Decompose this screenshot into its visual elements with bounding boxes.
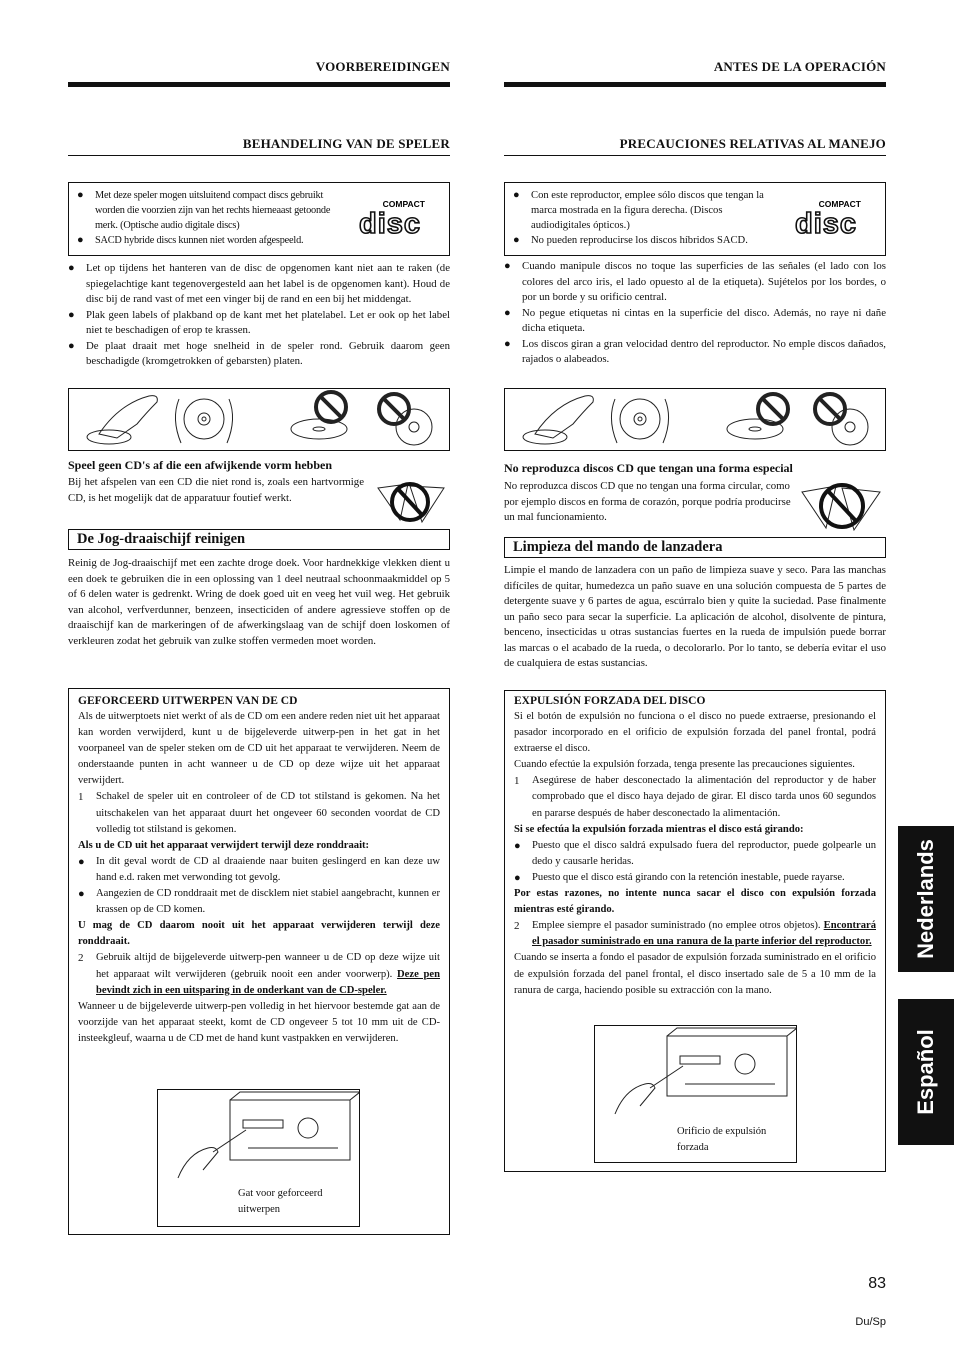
right-bullet: ● Los discos giran a gran velocidad dentro del reproductor. No emple discos dañados, rajados o alabeados. bbox=[504, 337, 886, 368]
left-warn-head: Als u de CD uit het apparaat verwijdert terwijl deze ronddraait: bbox=[78, 839, 370, 851]
left-subheader: BEHANDELING VAN DE SPELER bbox=[242, 136, 450, 151]
left-eject-final: Wanneer u de bijgeleverde uitwerp-pen volledig in het hiervoor bestemde gat aan de voorzijde van het apparaat steekt, komt de CD ongeveer 5 tot 10 mm uit de CD-insteekgleuf, waarna u de CD met de hand kunt vastpakken en verwijderen. bbox=[78, 1000, 440, 1044]
right-warn-bullet: ● Puesto que el disco saldrá expulsado fuera del reproductor, puede golpearle un dedo y causarle heridas. bbox=[514, 838, 876, 870]
left-eject-title: GEFORCEERD UITWERPEN VAN DE CD bbox=[78, 695, 298, 707]
logo-compact-text: COMPACT bbox=[382, 199, 425, 209]
left-header-rule bbox=[68, 82, 450, 87]
logo-disc-text: disc bbox=[359, 208, 422, 237]
right-step-1-number: 1 bbox=[514, 775, 520, 788]
right-shape-text: No reproduzca discos CD que no tengan una forma circular, como por ejemplo discos en forma de corazón, porque podría producirse un mal funcionamiento. bbox=[504, 480, 791, 523]
right-warn-conclusion: Por estas razones, no intente nunca sacar el disco con expulsión forzada mientras esté girando. bbox=[514, 888, 876, 916]
right-section-header: ANTES DE LA OPERACIÓN bbox=[713, 59, 886, 74]
logo-disc-text: disc bbox=[795, 208, 858, 237]
compact-disc-logo bbox=[357, 197, 427, 242]
right-step-2-number: 2 bbox=[514, 920, 520, 933]
right-bullet: ● No pegue etiquetas ni cintas en la superficie del disco. Además, no raye ni dañe dicha etiqueta. bbox=[504, 306, 886, 337]
left-step-1-number: 1 bbox=[78, 791, 84, 804]
right-box-bullet: ● No pueden reproducirse los discos híbridos SACD. bbox=[513, 233, 775, 248]
left-step-2-number: 2 bbox=[78, 952, 84, 965]
left-eject-intro: Als de uitwerptoets niet werkt of als de CD om een andere reden niet uit het apparaat kan worden verwijderd, kunt u de bijgeleverde uitwerp-pen in het gat in het voorpaneel van de speler steken om de CD uit het apparaat te verwijderen. Neem de onderstaande punten in acht wanneer u de CD op deze wijze uit het apparaat verwijdert. bbox=[78, 711, 440, 787]
right-figure-caption: Orificio de expulsión forzada bbox=[677, 1126, 767, 1153]
right-box-bullet: ● Con este reproductor, emplee sólo discos que tengan la marca mostrada en la figura derecha. (Discos audiodigitales ópticos.) bbox=[513, 188, 775, 233]
left-jog-title: De Jog-draaischijf reinigen bbox=[68, 529, 450, 550]
right-warn-head: Si se efectúa la expulsión forzada mientras el disco está girando: bbox=[514, 823, 804, 835]
left-disc-notice-box bbox=[68, 182, 450, 256]
left-warn-bullet: ● Aangezien de CD ronddraait met de discklem niet stabiel aangebracht, kunnen er krassen op de CD komen. bbox=[78, 886, 440, 918]
logo-compact-text: COMPACT bbox=[818, 199, 861, 209]
right-bullet: ● Cuando manipule discos no toque las superficies de las señales (el lado con los colores del arco iris, el lado opuesto al de la etiqueta). Sujételos por los bordes, o por un borde y su orificio central. bbox=[504, 259, 886, 306]
footer-code: Du/Sp bbox=[855, 1316, 886, 1328]
side-tab-espanol: Español bbox=[898, 999, 954, 1145]
left-bullet: ● Let op tijdens het hanteren van de disc de opgenomen kant niet aan te raken (de spiegelachtige kant tegenovergesteld aan het label is de opgenomen kant). Houd de disc bij de rand vast of met een vinger bij de rand en een bij het middengat. bbox=[68, 261, 450, 308]
right-eject-intro: Si el botón de expulsión no funciona o el disco no puede extraerse, presionando el pasador incorporado en el orificio de expulsión forzada del panel frontal, podrá extraerse el disco. bbox=[514, 711, 876, 755]
compact-disc-logo bbox=[793, 197, 863, 242]
left-warn-bullet: ● In dit geval wordt de CD al draaiende naar buiten geslingerd en kan deze uw hand e.d. raken met verwonding tot gevolg. bbox=[78, 854, 440, 886]
left-handling-illustration bbox=[68, 388, 450, 451]
right-step-2-bold: Encontrará el pasador suministrado en una ranura de la parte inferior del reproductor. bbox=[532, 920, 877, 948]
left-handling-bullets bbox=[68, 261, 450, 370]
left-shape-text: Bij het afspelen van een CD die niet rond is, zoals een hartvormige CD, is het mogelijk dat de apparatuur foutief werkt. bbox=[68, 476, 364, 504]
right-jog-text: Limpie el mando de lanzadera con un paño de limpieza suave y seco. Para las manchas difíciles de quitar, humedezca un paño suave en una solución compuesta de 5 partes de detergente suave y 6 partes de agua, escúrralo bien y quite la suciedad. Pase finalmente un paño seco para secar la superficie. La aplicación de alcohol, disolvente de pintura, benceno, insecticidas u otras sustancias fuertes en la rueda de impulsión puede borrar las marcas o el acabado de la rueda, o decolorarlo. Por lo tanto, se debería evitar el uso de cualquiera de estas sustancias. bbox=[504, 564, 886, 669]
right-handling-illustration bbox=[504, 388, 886, 451]
left-figure-caption: Gat voor geforceerd uitwerpen bbox=[238, 1188, 323, 1215]
left-step-2-bold: Deze pen bevindt zich in een uitsparing in de onderkant van de CD-speler. bbox=[96, 968, 440, 996]
right-eject-intro-2: Cuando efectúe la expulsión forzada, tenga presente las precauciones siguientes. bbox=[514, 759, 855, 771]
right-jog-title: Limpieza del mando de lanzadera bbox=[504, 537, 886, 558]
right-step-2: 2 Emplee siempre el pasador suministrado (no emplee otros objetos). Encontrará el pasador suministrado en una ranura de la parte inferior del reproductor. bbox=[514, 920, 877, 948]
no-heart-disc-icon bbox=[370, 478, 450, 531]
right-handling-bullets bbox=[504, 259, 886, 368]
right-subheader: PRECAUCIONES RELATIVAS AL MANEJO bbox=[619, 136, 886, 151]
left-warn-conclusion: U mag de CD daarom nooit uit het apparaat verwijderen terwijl deze ronddraait. bbox=[78, 920, 440, 948]
right-shape-title: No reproduzca discos CD que tengan una forma especial bbox=[504, 461, 793, 475]
right-eject-title: EXPULSIÓN FORZADA DEL DISCO bbox=[514, 695, 706, 707]
left-bullet: ● De plaat draait met hoge snelheid in de speler rond. Gebruik daarom geen beschadigde (kromgetrokken of gebarsten) platen. bbox=[68, 339, 450, 370]
right-disc-notice-box bbox=[504, 182, 886, 256]
left-box-bullet: ● Met deze speler mogen uitsluitend compact discs gebruikt worden die voorzien zijn van het rechts hierneaast getoonde merk. (Optische audio digitale discs) bbox=[77, 188, 339, 233]
right-eject-final: Cuando se inserta a fondo el pasador de expulsión forzada suministrado en el orificio de expulsión forzada del panel frontal, el disco insertado sale de 5 a 10 mm de la ranura de carga, haciendo posible su extracción con la mano. bbox=[514, 952, 876, 996]
left-bullet: ● Plak geen labels of plakband op de kant met het platelabel. Let er ook op het label niet te beschadigen of erop te krassen. bbox=[68, 308, 450, 339]
side-tab-nederlands: Nederlands bbox=[898, 826, 954, 972]
right-step-1: 1 Asegúrese de haber desconectado la alimentación del reproductor y de haber comprobado que el disco haya dejado de girar. El disco tarda unos 60 segundos en pararse después de haber desconectado la alimentación. bbox=[514, 775, 876, 819]
left-step-2: 2 Gebruik altijd de bijgeleverde uitwerp-pen wanneer u de CD op deze wijze uit het apparaat wilt verwijderen (gebruik nooit een ander voorwerp). Deze pen bevindt zich in een uitsparing in de onderkant van de CD-speler. bbox=[78, 952, 440, 996]
right-warn-bullet: ● Puesto que el disco está girando con la retención inestable, puede rayarse. bbox=[514, 870, 876, 886]
no-heart-disc-icon bbox=[796, 478, 886, 539]
left-box-bullet: ● SACD hybride discs kunnen niet worden afgespeeld. bbox=[77, 233, 339, 248]
left-eject-figure bbox=[157, 1089, 360, 1227]
left-subheader-rule bbox=[68, 155, 450, 156]
right-eject-figure bbox=[594, 1025, 797, 1163]
left-shape-title: Speel geen CD's af die een afwijkende vorm hebben bbox=[68, 458, 332, 472]
left-step-1: 1 Schakel de speler uit en controleer of de CD tot stilstand is gekomen. Na het uitschakelen van het apparaat duurt het ongeveer 60 seconden voordat de CD volledig tot stilstand is gekomen. bbox=[78, 791, 440, 835]
page-number: 83 bbox=[868, 1275, 886, 1292]
right-header-rule bbox=[504, 82, 886, 87]
right-subheader-rule bbox=[504, 155, 886, 156]
left-jog-text: Reinig de Jog-draaischijf met een zachte droge doek. Voor hardnekkige vlekken dient u een doek te gebruiken die in een oplossing van 1 deel neutraal schoonmaakmiddel op 5 of 6 delen water is gedrenkt. Wring de doek goed uit en veeg het vuil weg. Het gebruik van alcohol, verfverdunner, benzeen, insecticiden of andere agressieve stoffen op de draaischijf kan de markeringen of de afwerkingslaag van de schijf doen loskomen of verkleuren zodat het gebruik van zulke stoffen vermeden moet worden. bbox=[68, 557, 450, 647]
left-section-header: VOORBEREIDINGEN bbox=[315, 59, 450, 74]
